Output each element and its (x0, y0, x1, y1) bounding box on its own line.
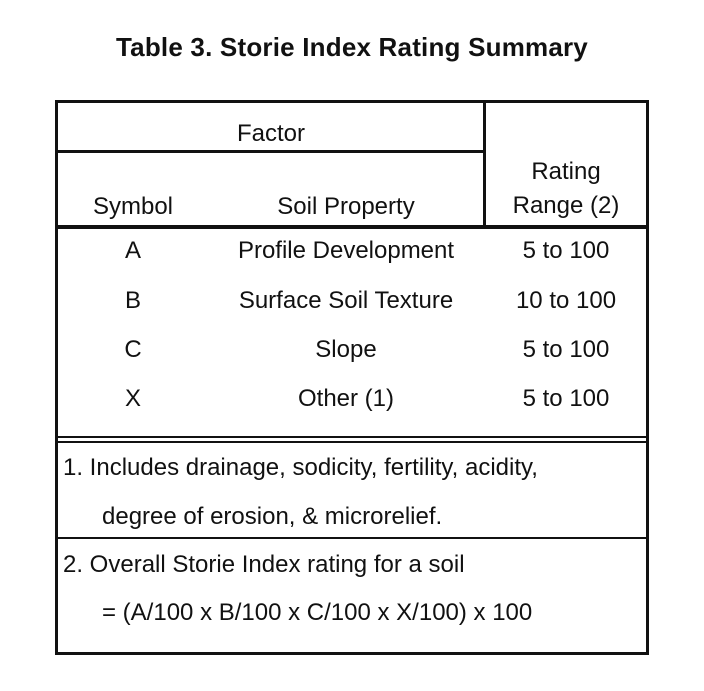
rating-header-line2: Range (2) (512, 192, 620, 219)
note-2-line-1: 2. Overall Storie Index rating for a soil (63, 551, 465, 578)
row-b-property: Surface Soil Texture (238, 287, 454, 314)
rating-header-line1: Rating (531, 158, 601, 185)
row-a-symbol: A (124, 237, 141, 264)
soil-property-column-header: Soil Property (277, 193, 415, 220)
header-bottom-border (58, 225, 646, 229)
row-b-symbol: B (124, 287, 141, 314)
row-x-symbol: X (124, 385, 141, 412)
row-c-range: 5 to 100 (522, 336, 610, 363)
row-x-range: 5 to 100 (522, 385, 610, 412)
notes-separator (58, 537, 646, 539)
note-1-line-2: degree of erosion, & microrelief. (102, 503, 443, 530)
note-2-line-2: = (A/100 x B/100 x C/100 x X/100) x 100 (102, 599, 533, 626)
row-c-property: Slope (315, 336, 377, 363)
row-a-property: Profile Development (237, 237, 455, 264)
row-c-symbol: C (124, 336, 142, 363)
notes-double-line-top (58, 436, 646, 438)
note-1-line-1: 1. Includes drainage, sodicity, fertility, acidity, (63, 454, 538, 481)
row-x-property: Other (1) (297, 385, 395, 412)
factor-underline (58, 150, 484, 153)
row-b-range: 10 to 100 (515, 287, 617, 314)
factor-header: Factor (236, 120, 305, 147)
table-title: Table 3. Storie Index Rating Summary (116, 32, 588, 62)
notes-double-line-bottom (58, 441, 646, 443)
row-a-range: 5 to 100 (522, 237, 610, 264)
storie-index-table (55, 100, 649, 655)
symbol-column-header: Symbol (92, 193, 174, 220)
